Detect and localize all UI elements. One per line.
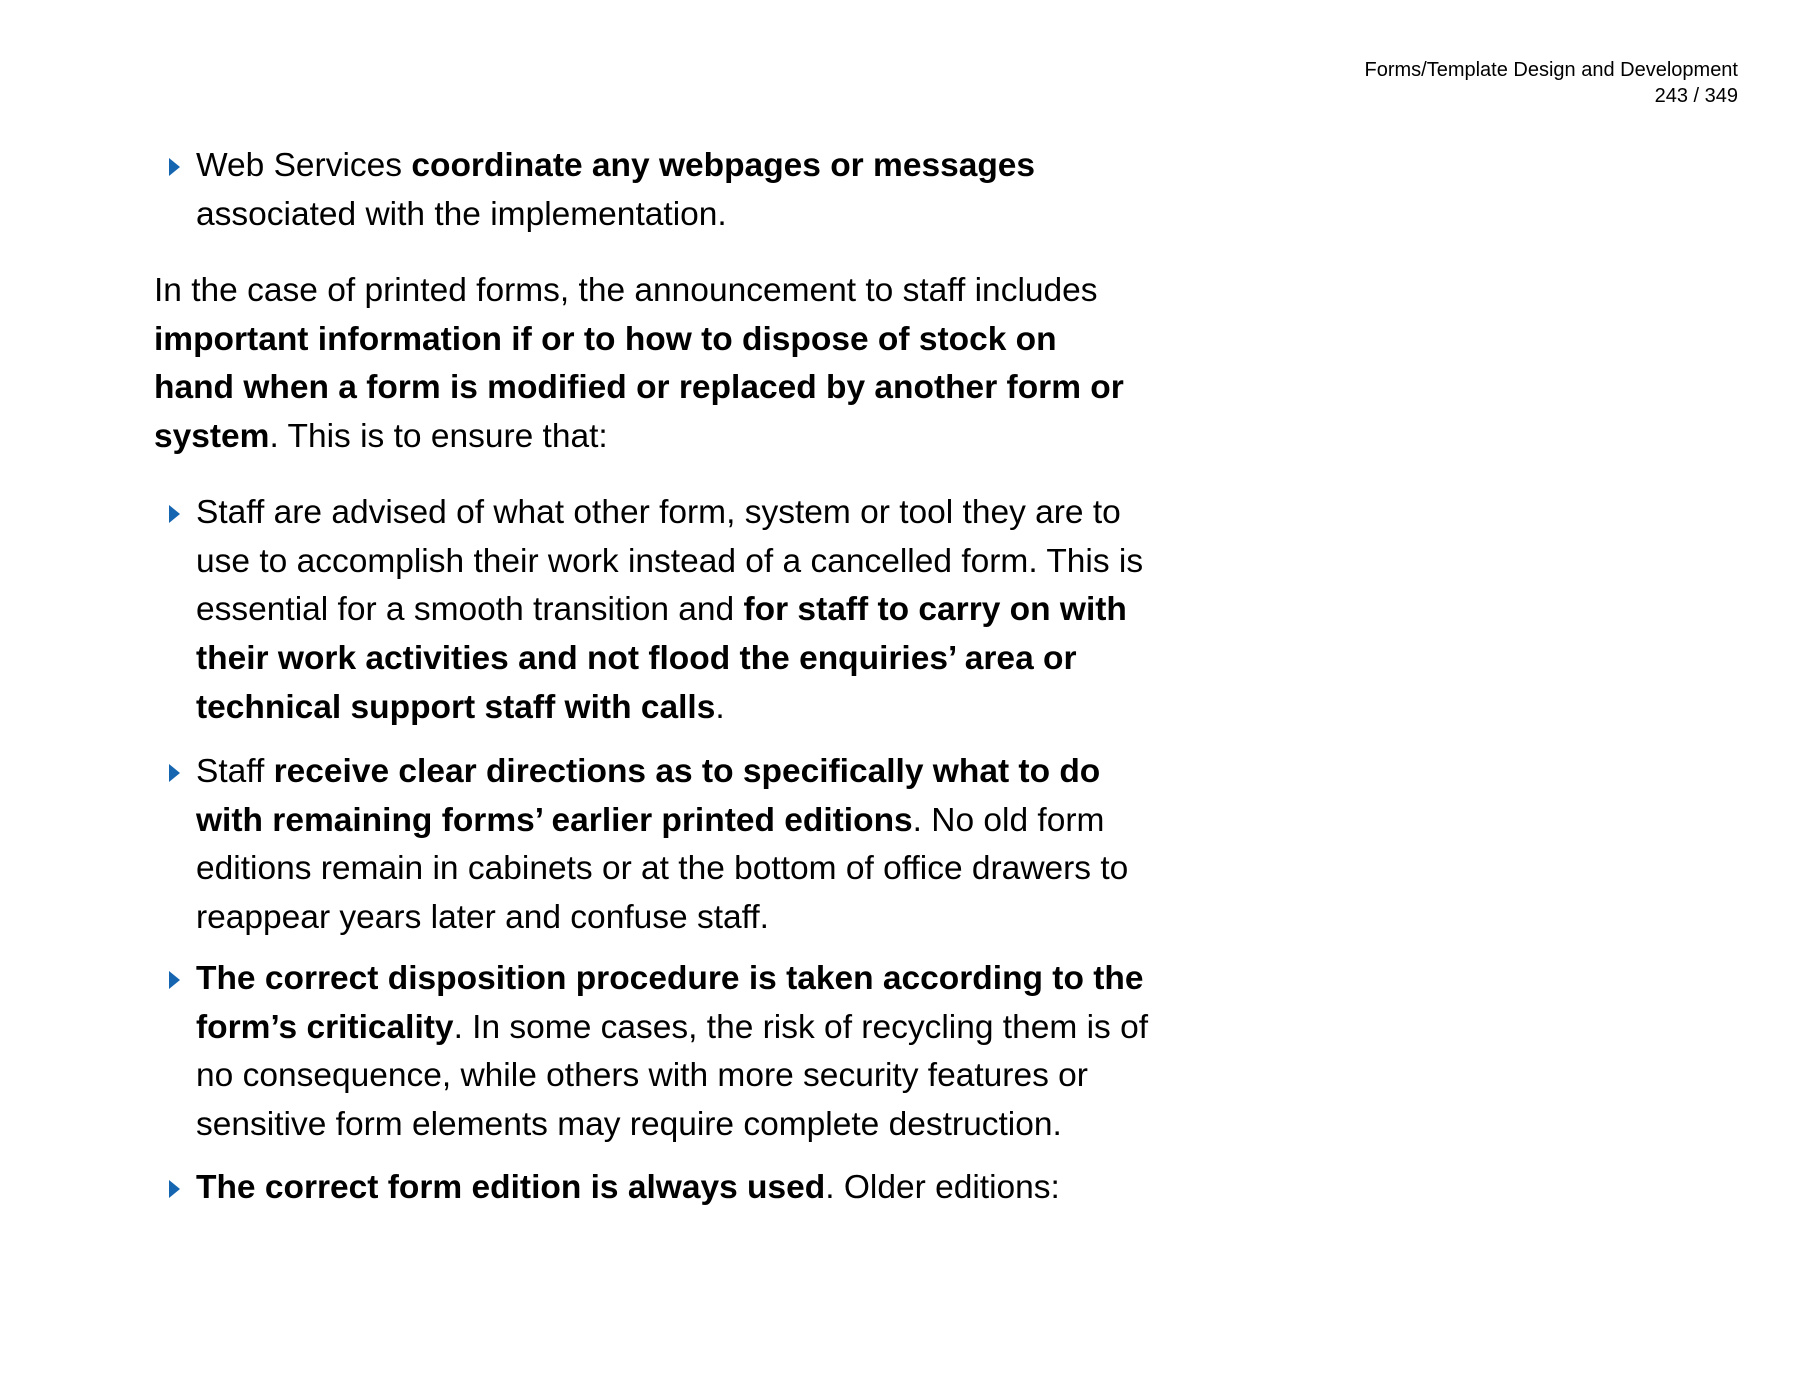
text: use to accomplish their work instead of a cancelled form. This is bbox=[196, 542, 1144, 580]
bullet-item bbox=[196, 489, 1143, 733]
bullet-item bbox=[196, 748, 1128, 943]
text: . In some cases, the risk of recycling them is of bbox=[453, 1008, 1149, 1046]
text: In the case of printed forms, the announcement to staff includes bbox=[154, 272, 1098, 309]
triangle-bullet-icon bbox=[169, 1180, 180, 1198]
text: reappear years later and confuse staff. bbox=[196, 899, 769, 937]
text-line bbox=[196, 748, 1128, 797]
text-line bbox=[196, 1052, 1148, 1101]
bullet-item bbox=[196, 142, 1035, 239]
triangle-bullet-icon bbox=[169, 158, 180, 176]
text-line bbox=[196, 955, 1148, 1004]
text: sensitive form elements may require complete destruction. bbox=[196, 1106, 1062, 1144]
document-title: Forms/Template Design and Development bbox=[1364, 59, 1738, 81]
bold-text: for staff to carry on with bbox=[743, 591, 1127, 629]
text-line bbox=[154, 267, 1124, 316]
text-line bbox=[196, 894, 1128, 943]
text: . bbox=[715, 688, 725, 726]
text-line bbox=[196, 586, 1143, 635]
bold-text: The correct form edition is always used bbox=[196, 1169, 826, 1206]
bold-text: technical support staff with calls bbox=[196, 688, 716, 726]
text-line bbox=[196, 1164, 1060, 1213]
text: no consequence, while others with more security features or bbox=[196, 1057, 1088, 1095]
bold-text: with remaining forms’ earlier printed editions bbox=[196, 801, 913, 839]
text-line bbox=[154, 364, 1124, 413]
text-line bbox=[154, 316, 1124, 365]
bullet-item bbox=[196, 955, 1148, 1150]
text: . No old form bbox=[912, 801, 1105, 839]
bold-text: their work activities and not flood the enquiries’ area or bbox=[196, 640, 1077, 678]
text-line bbox=[196, 489, 1143, 538]
bold-text: hand when a form is modified or replaced by another form or bbox=[154, 369, 1124, 407]
bullet-item bbox=[196, 1164, 1060, 1213]
text-line bbox=[196, 635, 1143, 684]
bold-text: important information if or to how to dispose of stock on bbox=[154, 320, 1057, 358]
bold-text: coordinate any webpages or messages bbox=[411, 147, 1036, 184]
text: Staff bbox=[196, 753, 274, 790]
text-line bbox=[196, 1004, 1148, 1053]
page-header bbox=[1364, 57, 1738, 109]
triangle-bullet-icon bbox=[169, 764, 180, 782]
text: Staff are advised of what other form, system or tool they are to bbox=[196, 494, 1121, 531]
paragraph bbox=[154, 267, 1124, 462]
text-line bbox=[196, 684, 1143, 733]
text-line bbox=[196, 845, 1128, 894]
bold-text: receive clear directions as to specifically what to do bbox=[273, 753, 1101, 790]
text: editions remain in cabinets or at the bottom of office drawers to bbox=[196, 850, 1129, 888]
bold-text: The correct disposition procedure is taken according to the bbox=[196, 960, 1144, 997]
triangle-bullet-icon bbox=[169, 505, 180, 523]
bold-text: form’s criticality bbox=[196, 1008, 454, 1046]
text: associated with the implementation. bbox=[196, 195, 727, 233]
text: . Older editions: bbox=[825, 1169, 1060, 1206]
text-line bbox=[196, 191, 1035, 240]
bold-text: system bbox=[154, 418, 270, 456]
triangle-bullet-icon bbox=[169, 971, 180, 989]
page-number: 243 / 349 bbox=[1654, 85, 1738, 107]
text: Web Services bbox=[196, 147, 412, 184]
text-line bbox=[196, 142, 1035, 191]
text-line bbox=[196, 538, 1143, 587]
text: essential for a smooth transition and bbox=[196, 591, 744, 629]
text: . This is to ensure that: bbox=[269, 418, 608, 456]
text-line bbox=[196, 797, 1128, 846]
text-line bbox=[196, 1101, 1148, 1150]
text-line bbox=[154, 413, 1124, 462]
